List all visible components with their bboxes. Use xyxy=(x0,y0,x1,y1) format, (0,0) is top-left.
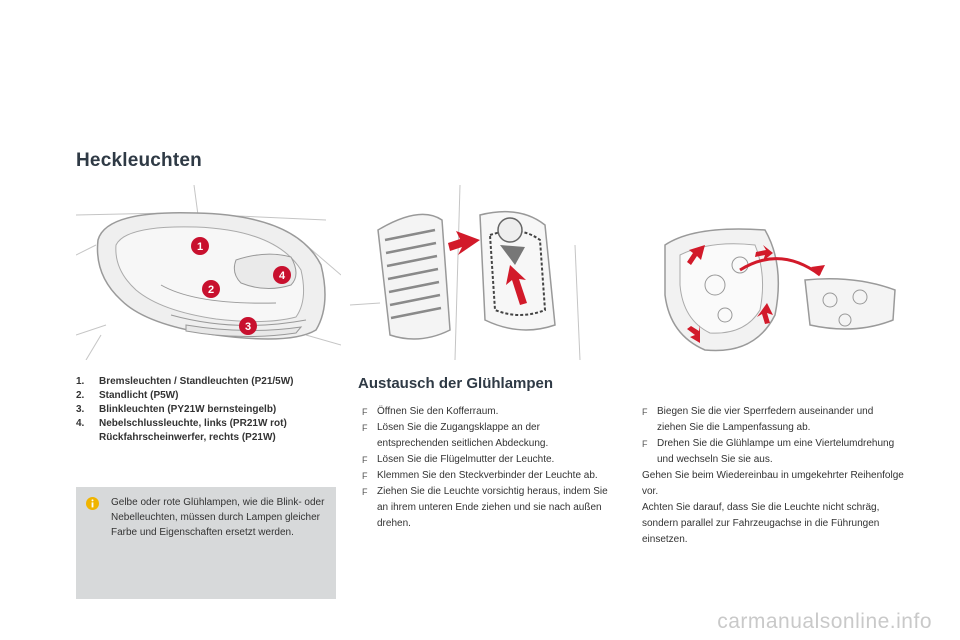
svg-text:3: 3 xyxy=(244,321,252,333)
info-icon xyxy=(86,497,99,510)
bullet-icon: F xyxy=(362,407,368,417)
section-subtitle: Austausch der Glühlampen xyxy=(358,375,554,392)
callout-2 xyxy=(202,280,220,298)
page-title: Heckleuchten xyxy=(76,150,202,171)
legend-num: 4. xyxy=(76,418,85,429)
lamp-holder-figure xyxy=(655,225,905,360)
access-panel-figure xyxy=(350,185,590,360)
bullet-icon: F xyxy=(642,407,648,417)
svg-text:1: 1 xyxy=(196,241,204,253)
legend-text: Standlicht (P5W) xyxy=(99,390,179,401)
step-item xyxy=(642,436,904,468)
legend-num: 3. xyxy=(76,404,85,415)
pull-arrow xyxy=(448,231,480,255)
step-text: Ziehen Sie die Leuchte vorsichtig heraus, indem Sie an ihrem unteren Ende ziehen und sie nach außen drehen. xyxy=(377,486,608,529)
legend-item xyxy=(76,375,346,389)
rear-lamp-figure xyxy=(76,185,341,360)
legend-text: Nebelschlussleuchte, links (PR21W rot) xyxy=(99,418,287,429)
callout-4 xyxy=(273,266,291,284)
step-item xyxy=(362,452,614,468)
bulb-legend xyxy=(76,375,346,445)
step-text: Lösen Sie die Flügelmutter der Leuchte. xyxy=(377,454,555,465)
step-item xyxy=(642,404,904,436)
legend-item xyxy=(76,417,346,431)
callout-3 xyxy=(239,317,257,335)
step-text: Drehen Sie die Glühlampe um eine Viertelumdrehung und wechseln Sie sie aus. xyxy=(657,438,895,465)
bullet-icon: F xyxy=(642,439,648,449)
info-box xyxy=(76,487,336,599)
legend-num: 2. xyxy=(76,390,85,401)
info-text: Gelbe oder rote Glühlampen, wie die Blink- oder Nebelleuchten, müssen durch Lampen gleicher Farbe und Eigenschaften ersetzt werden. xyxy=(111,497,325,538)
bullet-icon: F xyxy=(362,423,368,433)
bullet-icon: F xyxy=(362,487,368,497)
closing-paragraph: Achten Sie darauf, dass Sie die Leuchte nicht schräg, sondern parallel zur Fahrzeugachse in die Führungen einsetzen. xyxy=(642,502,880,545)
steps-right xyxy=(642,404,904,548)
callout-1 xyxy=(191,237,209,255)
closing-paragraph: Gehen Sie beim Wiedereinbau in umgekehrter Reihenfolge vor. xyxy=(642,470,904,497)
step-item xyxy=(362,468,614,484)
step-text: Öffnen Sie den Kofferraum. xyxy=(377,406,499,417)
step-item xyxy=(362,404,614,420)
legend-text: Bremsleuchten / Standleuchten (P21/5W) xyxy=(99,376,294,387)
legend-continuation: Rückfahrscheinwerfer, rechts (P21W) xyxy=(99,432,276,443)
step-text: Biegen Sie die vier Sperrfedern auseinander und ziehen Sie die Lampenfassung ab. xyxy=(657,406,874,433)
legend-num: 1. xyxy=(76,376,85,387)
bullet-icon: F xyxy=(362,471,368,481)
step-item xyxy=(362,484,614,532)
bullet-icon: F xyxy=(362,455,368,465)
step-text: Lösen Sie die Zugangsklappe an der entsprechenden seitlichen Abdeckung. xyxy=(377,422,549,449)
legend-item xyxy=(76,403,346,417)
legend-text: Blinkleuchten (PY21W bernsteingelb) xyxy=(99,404,277,415)
step-item xyxy=(362,420,614,452)
svg-text:4: 4 xyxy=(278,270,286,282)
legend-item xyxy=(76,389,346,403)
svg-text:2: 2 xyxy=(207,284,215,296)
watermark: carmanualsonline.info xyxy=(717,610,932,633)
steps-left xyxy=(362,404,614,532)
step-text: Klemmen Sie den Steckverbinder der Leuchte ab. xyxy=(377,470,598,481)
